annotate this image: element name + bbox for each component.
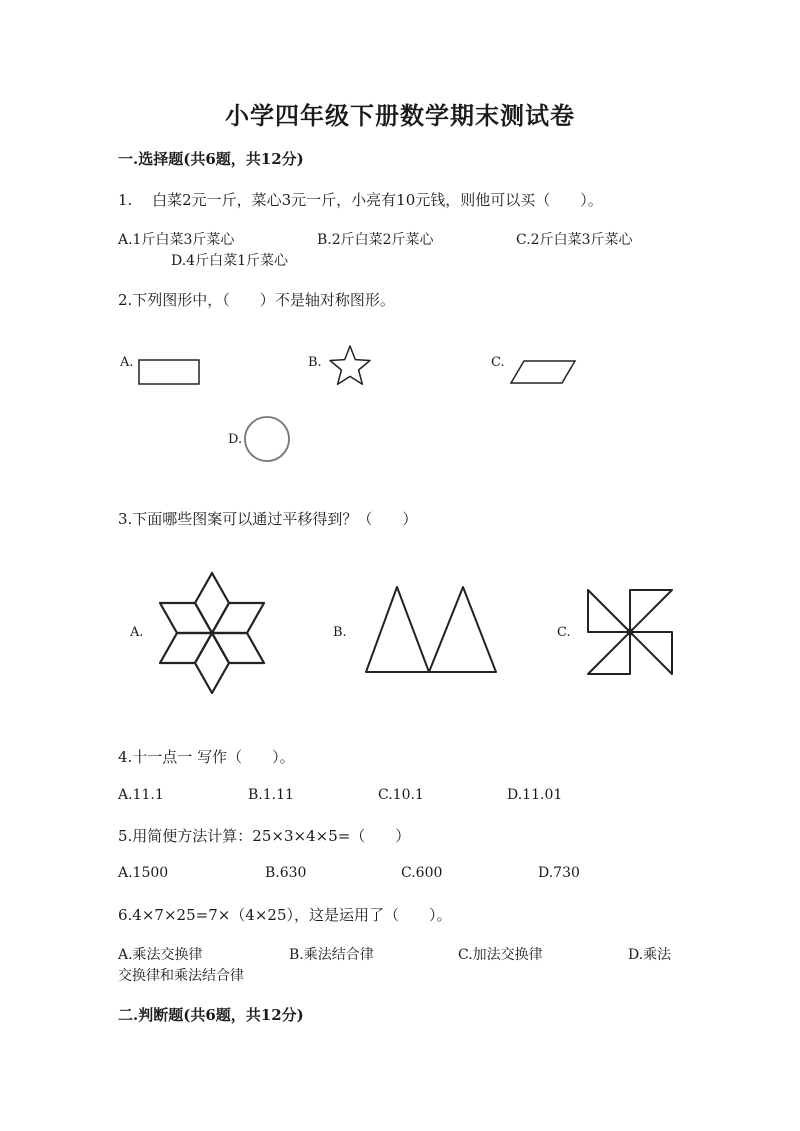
q6-option-d: D.乘法	[628, 947, 672, 963]
rectangle-icon	[138, 359, 202, 387]
hexagram-rhombus-icon	[150, 566, 284, 700]
q2-label-d: D.	[228, 432, 243, 447]
section-heading-choice: 一.选择题(共6题，共12分)	[118, 150, 304, 168]
q6-option-b: B.乘法结合律	[289, 947, 374, 963]
q1-option-d: D.4斤白菜1斤菜心	[171, 253, 288, 269]
twin-triangles-icon	[350, 584, 510, 680]
q2-label-b: B.	[308, 355, 322, 370]
q2-label-c: C.	[491, 355, 505, 370]
question-5-text: 5.用简便方法计算：25×3×4×5=（ ）	[118, 827, 411, 845]
q4-option-a: A.11.1	[118, 787, 164, 803]
q6-option-a: A.乘法交换律	[118, 947, 203, 963]
q6-option-d-continued: 交换律和乘法结合律	[118, 968, 244, 984]
q1-option-a: A.1斤白菜3斤菜心	[118, 232, 235, 248]
q5-option-d: D.730	[538, 865, 580, 881]
section-heading-true-false: 二.判断题(共6题，共12分)	[118, 1006, 304, 1024]
parallelogram-icon	[509, 359, 579, 387]
q3-label-a: A.	[130, 625, 144, 640]
q4-option-b: B.1.11	[248, 787, 294, 803]
question-6-text: 6.4×7×25=7×（4×25），这是运用了（ ）。	[118, 906, 452, 924]
page-title: 小学四年级下册数学期末测试卷	[225, 101, 575, 130]
q3-label-b: B.	[333, 625, 347, 640]
question-3-text: 3.下面哪些图案可以通过平移得到？（ ）	[118, 510, 418, 528]
q1-option-b: B.2斤白菜2斤菜心	[317, 232, 434, 248]
q5-option-b: B.630	[265, 865, 307, 881]
q1-option-c: C.2斤白菜3斤菜心	[516, 232, 633, 248]
question-4-text: 4.十一点一 写作（ ）。	[118, 748, 295, 766]
question-1-text: 1. 白菜2元一斤，菜心3元一斤，小亮有10元钱，则他可以买（ ）。	[118, 191, 603, 209]
q4-option-c: C.10.1	[378, 787, 424, 803]
q2-label-a: A.	[120, 355, 134, 370]
star-icon	[328, 344, 376, 388]
q5-option-c: C.600	[401, 865, 443, 881]
pinwheel-icon	[582, 580, 694, 690]
question-2-text: 2.下列图形中，（ ）不是轴对称图形。	[118, 291, 395, 309]
q5-option-a: A.1500	[118, 865, 169, 881]
circle-icon	[244, 416, 292, 464]
q3-label-c: C.	[557, 625, 571, 640]
q4-option-d: D.11.01	[507, 787, 563, 803]
q6-option-c: C.加法交换律	[458, 947, 543, 963]
